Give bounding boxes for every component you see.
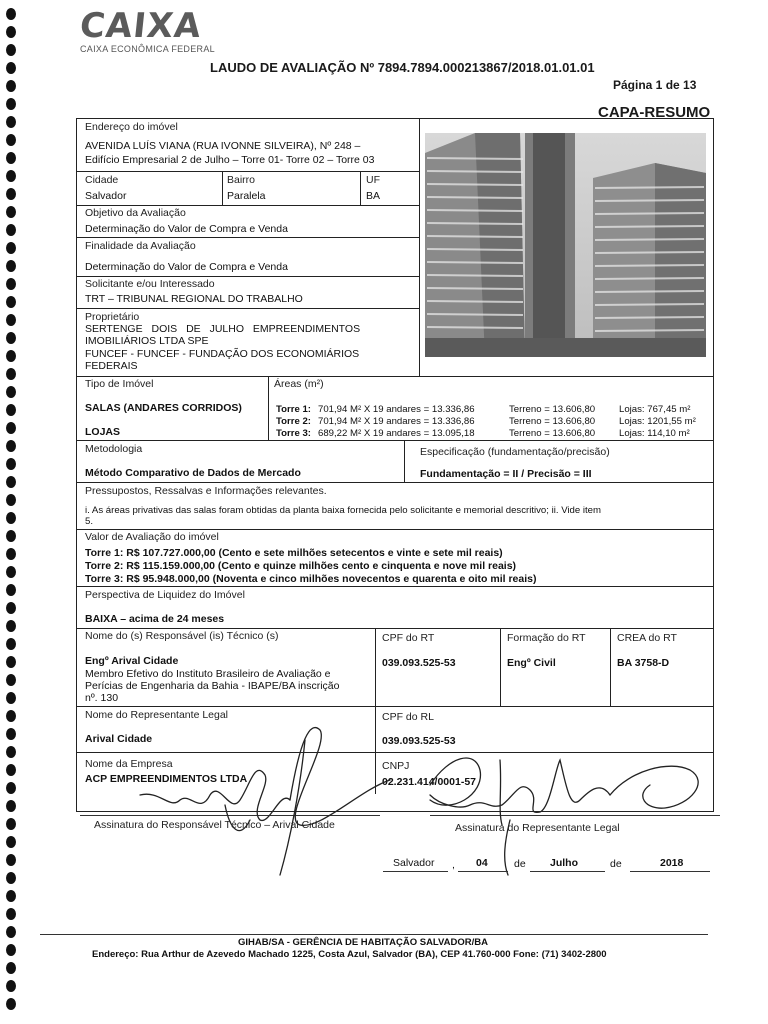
valor-torre2: Torre 2: R$ 115.159.000,00 (Cento e quinze milhões cento e cinquenta e nove mil reais) bbox=[85, 560, 517, 572]
binding-hole bbox=[6, 458, 16, 470]
areas-torre: Torre 2: bbox=[276, 416, 312, 427]
date-day: 04 bbox=[476, 857, 488, 869]
assinatura-representante-caption: Assinatura do Representante Legal bbox=[455, 822, 620, 834]
empresa-label: Nome da Empresa bbox=[85, 758, 173, 770]
valor-label: Valor de Avaliação do imóvel bbox=[85, 531, 219, 543]
row-divider bbox=[76, 586, 714, 587]
binding-hole bbox=[6, 710, 16, 722]
binding-hole bbox=[6, 836, 16, 848]
endereco-line1: AVENIDA LUÍS VIANA (RUA IVONNE SILVEIRA), Nº 248 – bbox=[85, 140, 361, 152]
tipo-value-lojas: LOJAS bbox=[85, 426, 121, 438]
footer-line1: GIHAB/SA - GERÊNCIA DE HABITAÇÃO SALVADOR/BA bbox=[238, 937, 488, 948]
binding-hole bbox=[6, 548, 16, 560]
binding-hole bbox=[6, 566, 16, 578]
responsavel-label: Nome do (s) Responsável (is) Técnico (s) bbox=[85, 630, 279, 642]
proprietario-line1: SERTENGE DOIS DE JULHO EMPREENDIMENTOS bbox=[85, 323, 361, 335]
row-divider bbox=[76, 628, 714, 629]
proprietario-label: Proprietário bbox=[85, 311, 140, 323]
binding-hole bbox=[6, 944, 16, 956]
date-de1: de bbox=[514, 858, 526, 870]
endereco-line2: Edifício Empresarial 2 de Julho – Torre 01- Torre 02 – Torre 03 bbox=[85, 154, 375, 166]
bairro-label: Bairro bbox=[227, 174, 256, 186]
col-divider bbox=[419, 118, 420, 376]
areas-area: 689,22 M² X 19 andares = 13.095,18 bbox=[318, 428, 475, 439]
binding-hole bbox=[6, 638, 16, 650]
binding-hole bbox=[6, 530, 16, 542]
binding-hole bbox=[6, 764, 16, 776]
cidade-label: Cidade bbox=[85, 174, 119, 186]
objetivo-value: Determinação do Valor de Compra e Venda bbox=[85, 223, 288, 235]
objetivo-label: Objetivo da Avaliação bbox=[85, 207, 186, 219]
finalidade-value: Determinação do Valor de Compra e Venda bbox=[85, 261, 288, 273]
date-day-underline bbox=[458, 871, 508, 872]
proprietario-line3: FUNCEF - FUNCEF - FUNDAÇÃO DOS ECONOMIÁRIOS bbox=[85, 348, 360, 360]
metodologia-label: Metodologia bbox=[85, 443, 143, 455]
especificacao-label: Especificação (fundamentação/precisão) bbox=[420, 446, 610, 458]
binding-hole bbox=[6, 8, 16, 20]
solicitante-label: Solicitante e/ou Interessado bbox=[85, 278, 215, 290]
areas-terreno: Terreno = 13.606,80 bbox=[509, 416, 596, 427]
binding-hole bbox=[6, 314, 16, 326]
document-title: LAUDO DE AVALIAÇÃO Nº 7894.7894.000213867/2018.01.01.01 bbox=[210, 60, 595, 75]
binding-hole bbox=[6, 386, 16, 398]
col-divider bbox=[404, 440, 405, 482]
col-divider bbox=[222, 171, 223, 205]
binding-hole bbox=[6, 908, 16, 920]
binding-hole bbox=[6, 134, 16, 146]
binding-hole bbox=[6, 278, 16, 290]
cidade-value: Salvador bbox=[85, 190, 127, 202]
binding-hole bbox=[6, 494, 16, 506]
pressupostos-line1: i. As áreas privativas das salas foram obtidas da planta baixa fornecida pelo solicitante e memorial descritivo; ii. Vide item bbox=[85, 505, 602, 516]
binding-hole bbox=[6, 404, 16, 416]
cpf-rt-label: CPF do RT bbox=[382, 632, 435, 644]
footer-divider bbox=[40, 934, 708, 935]
areas-terreno: Terreno = 13.606,80 bbox=[509, 404, 596, 415]
binding-hole bbox=[6, 26, 16, 38]
cpf-rl-label: CPF do RL bbox=[382, 711, 434, 723]
binding-hole bbox=[6, 656, 16, 668]
metodologia-value: Método Comparativo de Dados de Mercado bbox=[85, 467, 301, 479]
representante-value: Arival Cidade bbox=[85, 733, 153, 745]
binding-hole bbox=[6, 62, 16, 74]
areas-lojas: Lojas: 767,45 m² bbox=[619, 404, 691, 415]
binding-hole bbox=[6, 512, 16, 524]
binding-hole bbox=[6, 296, 16, 308]
uf-value: BA bbox=[366, 190, 381, 202]
date-year-underline bbox=[630, 871, 710, 872]
date-month-underline bbox=[530, 871, 605, 872]
binding-hole bbox=[6, 746, 16, 758]
cpf-rl-value: 039.093.525-53 bbox=[382, 735, 456, 747]
binding-hole bbox=[6, 188, 16, 200]
binding-hole bbox=[6, 674, 16, 686]
areas-area: 701,94 M² X 19 andares = 13.336,86 bbox=[318, 416, 475, 427]
binding-hole bbox=[6, 44, 16, 56]
areas-lojas: Lojas: 1201,55 m² bbox=[619, 416, 696, 427]
date-separator: , bbox=[452, 859, 455, 871]
proprietario-line4: FEDERAIS bbox=[85, 360, 138, 372]
empresa-value: ACP EMPREENDIMENTOS LTDA bbox=[85, 773, 248, 785]
formacao-label: Formação do RT bbox=[507, 632, 586, 644]
row-divider bbox=[76, 482, 714, 483]
binding-hole bbox=[6, 782, 16, 794]
areas-torre: Torre 1: bbox=[276, 404, 312, 415]
binding-hole bbox=[6, 476, 16, 488]
binding-hole bbox=[6, 368, 16, 380]
binding-hole bbox=[6, 332, 16, 344]
date-city-underline bbox=[383, 871, 448, 872]
binding-hole bbox=[6, 116, 16, 128]
representante-label: Nome do Representante Legal bbox=[85, 709, 229, 721]
areas-label: Áreas (m²) bbox=[274, 378, 324, 390]
section-title: CAPA-RESUMO bbox=[598, 104, 711, 121]
binding-hole bbox=[6, 980, 16, 992]
caixa-logo-subtitle: CAIXA ECONÔMICA FEDERAL bbox=[80, 44, 215, 54]
liquidez-label: Perspectiva de Liquidez do Imóvel bbox=[85, 589, 245, 601]
pressupostos-label: Pressupostos, Ressalvas e Informações relevantes. bbox=[85, 485, 327, 497]
pressupostos-line2: 5. bbox=[85, 516, 94, 527]
responsavel-line2: Perícias de Engenharia da Bahia - IBAPE/BA inscrição bbox=[85, 680, 340, 692]
binding-hole bbox=[6, 872, 16, 884]
binding-hole bbox=[6, 98, 16, 110]
binding-hole bbox=[6, 818, 16, 830]
row-divider bbox=[76, 276, 419, 277]
date-de2: de bbox=[610, 858, 622, 870]
binding-hole bbox=[6, 152, 16, 164]
row-divider bbox=[76, 171, 419, 172]
binding-hole bbox=[6, 854, 16, 866]
endereco-label: Endereço do imóvel bbox=[85, 121, 178, 133]
formacao-value: Engº Civil bbox=[507, 657, 556, 669]
col-divider bbox=[610, 628, 611, 706]
valor-torre3: Torre 3: R$ 95.948.000,00 (Noventa e cinco milhões novecentos e quarenta e oito mil reais) bbox=[85, 573, 537, 585]
row-divider bbox=[76, 376, 714, 377]
binding-hole bbox=[6, 890, 16, 902]
col-divider bbox=[268, 376, 269, 440]
finalidade-label: Finalidade da Avaliação bbox=[85, 240, 196, 252]
responsavel-line1: Membro Efetivo do Instituto Brasileiro de Avaliação e bbox=[85, 668, 331, 680]
handwritten-signatures bbox=[130, 700, 730, 880]
binding-hole bbox=[6, 584, 16, 596]
footer-line2: Endereço: Rua Arthur de Azevedo Machado 1225, Costa Azul, Salvador (BA), CEP 41.760-000 Fone: (71) 3402-2800 bbox=[92, 949, 607, 960]
binding-hole bbox=[6, 602, 16, 614]
areas-area: 701,94 M² X 19 andares = 13.336,86 bbox=[318, 404, 475, 415]
proprietario-line2: IMOBILIÁRIOS LTDA SPE bbox=[85, 335, 209, 347]
binding-hole bbox=[6, 170, 16, 182]
areas-terreno: Terreno = 13.606,80 bbox=[509, 428, 596, 439]
crea-value: BA 3758-D bbox=[617, 657, 670, 669]
binding-hole bbox=[6, 242, 16, 254]
caixa-logo: CAIXA bbox=[77, 6, 204, 46]
binding-hole bbox=[6, 440, 16, 452]
row-divider bbox=[76, 529, 714, 530]
building-photo-graphic bbox=[425, 133, 706, 357]
cnpj-label: CNPJ bbox=[382, 760, 410, 772]
page-number: Página 1 de 13 bbox=[613, 78, 697, 92]
binding-hole bbox=[6, 260, 16, 272]
row-divider bbox=[76, 237, 419, 238]
valor-torre1: Torre 1: R$ 107.727.000,00 (Cento e sete milhões setecentos e vinte e sete mil reais) bbox=[85, 547, 503, 559]
binding-hole bbox=[6, 800, 16, 812]
solicitante-value: TRT – TRIBUNAL REGIONAL DO TRABALHO bbox=[85, 293, 303, 305]
binding-hole bbox=[6, 206, 16, 218]
date-month: Julho bbox=[550, 857, 578, 869]
assinatura-tecnico-caption: Assinatura do Responsável Técnico – Arival Cidade bbox=[94, 819, 335, 831]
responsavel-line3: nº. 130 bbox=[85, 692, 119, 704]
tipo-label: Tipo de Imóvel bbox=[85, 378, 154, 390]
binding-hole bbox=[6, 620, 16, 632]
binding-hole bbox=[6, 962, 16, 974]
bairro-value: Paralela bbox=[227, 190, 266, 202]
binding-hole bbox=[6, 224, 16, 236]
responsavel-name: Engº Arival Cidade bbox=[85, 655, 179, 667]
col-divider bbox=[360, 171, 361, 205]
date-year: 2018 bbox=[660, 857, 684, 869]
liquidez-value: BAIXA – acima de 24 meses bbox=[85, 613, 225, 625]
row-divider bbox=[76, 440, 714, 441]
binding-hole bbox=[6, 926, 16, 938]
crea-label: CREA do RT bbox=[617, 632, 677, 644]
areas-lojas: Lojas: 114,10 m² bbox=[619, 428, 690, 439]
binding-hole bbox=[6, 422, 16, 434]
binding-hole bbox=[6, 350, 16, 362]
binding-hole bbox=[6, 728, 16, 740]
uf-label: UF bbox=[366, 174, 380, 186]
building-photo bbox=[425, 133, 706, 357]
binding-hole bbox=[6, 692, 16, 704]
col-divider bbox=[500, 628, 501, 706]
areas-torre: Torre 3: bbox=[276, 428, 312, 439]
cnpj-value: 02.231.414/0001-57 bbox=[382, 776, 477, 788]
binding-hole bbox=[6, 998, 16, 1010]
row-divider bbox=[76, 308, 419, 309]
cpf-rt-value: 039.093.525-53 bbox=[382, 657, 456, 669]
binding-hole bbox=[6, 80, 16, 92]
especificacao-value: Fundamentação = II / Precisão = III bbox=[420, 468, 592, 480]
date-city: Salvador bbox=[393, 857, 435, 869]
row-divider bbox=[76, 205, 419, 206]
tipo-value-salas: SALAS (ANDARES CORRIDOS) bbox=[85, 402, 242, 414]
